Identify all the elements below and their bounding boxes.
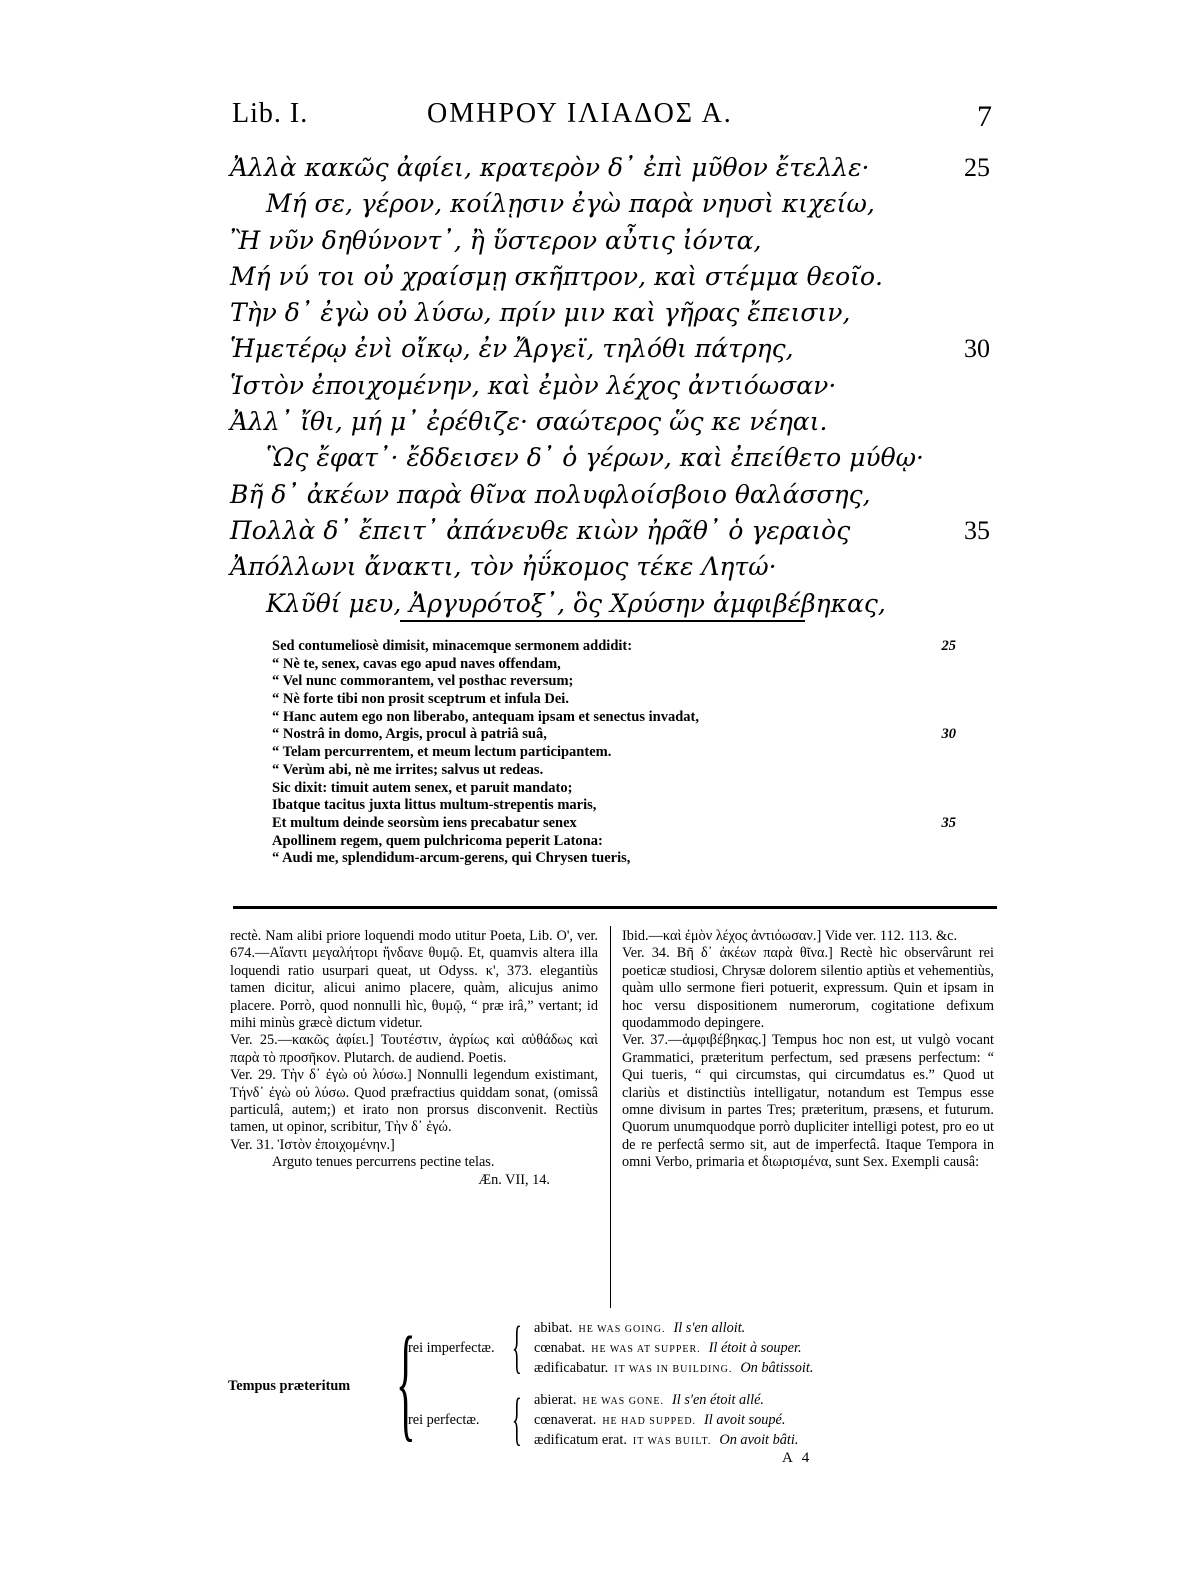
line-number: 35 <box>941 814 956 831</box>
latin-line: Apollinem regem, quem pulchricoma peperit Latona: <box>272 832 603 849</box>
greek-line: Μή σε, γέρον, κοίλῃσιν ἐγὼ παρὰ νηυσὶ κιχείω, <box>266 189 875 219</box>
tense-row: cœnaverat. HE HAD SUPPED. Il avoit soupé. <box>534 1412 786 1428</box>
greek-line: Ἀπόλλωνι ἄνακτι, τὸν ἠΰκομος τέκε Λητώ· <box>230 552 777 582</box>
tense-table-label: Tempus præteritum <box>228 1378 351 1394</box>
latin-line: Ibatque tacitus juxta littus multum-strepentis maris, <box>272 797 597 814</box>
line-number: 30 <box>964 334 990 364</box>
latin-translation <box>272 638 962 868</box>
book-number: Lib. I. <box>232 98 309 129</box>
tense-row: abierat. HE WAS GONE. Il s'en étoit allé. <box>534 1392 765 1408</box>
greek-line: Ὣς ἔφατ᾽· ἔδδεισεν δ᾽ ὁ γέρων, καὶ ἐπείθετο μύθῳ· <box>266 443 924 473</box>
tense-group-label: rei perfectæ. <box>408 1412 480 1428</box>
greek-line: Ἡμετέρῳ ἐνὶ οἴκῳ, ἐν Ἄργεϊ, τηλόθι πάτρης, 30 <box>230 331 990 367</box>
latin-line: “ Verùm abi, nè me irrites; salvus ut redeas. <box>272 761 544 778</box>
greek-line: Τὴν δ᾽ ἐγὼ οὐ λύσω, πρίν μιν καὶ γῆρας ἔπεισιν, <box>230 298 851 328</box>
tense-row: cœnabat. HE WAS AT SUPPER. Il étoit à souper. <box>534 1340 802 1356</box>
line-number: 30 <box>941 726 956 743</box>
brace-icon: { <box>512 1314 522 1379</box>
brace-icon: { <box>512 1386 522 1451</box>
latin-line: “ Telam percurrentem, et meum lectum participantem. <box>272 744 612 761</box>
greek-line: Μή νύ τοι οὐ χραίσμῃ σκῆπτρον, καὶ στέμμα θεοῖο. <box>230 261 883 291</box>
note-paragraph: Ver. 37.—ἀμφιβέβηκας.] Tempus hoc non est, ut vulgò vocant Grammatici, præteritum perfectum, sed præsens perfectum: “ Qui tueris, “ qui circumstas, qui circumdatus es.” Quod ut clariùs et distinctiùs intelligatur, notandum est Tempus esse omne divisum in partes Tres; præteritum, præsens, et futurum. Quorum unumquodque porrò dupliciter intelligi potest, pro eo ut de re perfectâ sermo sit, aut de imperfectâ. Itaque Tempora in omni Verbo, primaria et διωρισμένα, sunt Sex. Exempli causâ: <box>622 1032 994 1171</box>
greek-line: Πολλὰ δ᾽ ἔπειτ᾽ ἀπάνευθε κιὼν ἠρᾶθ᾽ ὁ γεραιὸς 35 <box>230 513 990 549</box>
latin-line: Sic dixit: timuit autem senex, et paruit mandato; <box>272 779 573 796</box>
brace-icon: { <box>396 1311 416 1453</box>
latin-line: “ Nè forte tibi non prosit sceptrum et infula Dei. <box>272 691 569 708</box>
latin-line: Et multum deinde seorsùm iens precabatur senex 35 <box>272 814 956 831</box>
greek-line: Ἱστὸν ἐποιχομένην, καὶ ἐμὸν λέχος ἀντιόωσαν· <box>230 370 837 400</box>
notes-column-right <box>622 928 994 1172</box>
running-header <box>232 98 992 138</box>
latin-line: “ Nostrâ in domo, Argis, procul à patriâ suâ, 30 <box>272 726 956 743</box>
signature-mark: A 4 <box>782 1450 813 1466</box>
line-number: 25 <box>941 638 956 654</box>
latin-line: “ Nè te, senex, cavas ego apud naves offendam, <box>272 655 561 672</box>
divider-rule <box>400 620 805 622</box>
note-paragraph: rectè. Nam alibi priore loquendi modo utitur Poeta, Lib. O', ver. 674.—Αἴαντι μεγαλήτορι ἥνδανε θυμῷ. Et, quamvis altera illa loquendi ratio usurpari queat, ut Odyss. κ', 373. elegantiùs tamen dicitur, alicui animo placere, quàm, alicujus animo placere. Porrò, quod nonnulli hìc, θυμῷ, “ præ irâ,” vertant; id mihi minùs græcè dictum videtur. <box>230 928 598 1032</box>
note-paragraph: Ibid.—καὶ ἐμὸν λέχος ἀντιόωσαν.] Vide ver. 112. 113. &c. <box>622 928 958 944</box>
greek-line: Κλῦθί μευ, Ἀργυρότοξ᾽, ὃς Χρύσην ἀμφιβέβηκας, <box>266 588 886 618</box>
note-paragraph: Ver. 29. Τὴν δ᾽ ἐγὼ οὐ λύσω.] Nonnulli legendum existimant, Τήνδ᾽ ἐγὼ οὐ λύσω. Quod præfractius quiddam sonat, (omissâ particulâ, autem;) et irato non prorsus disconvenit. Rectiùs tamen, ut opinor, scribitur, Τὴν δ᾽ ἐγώ. <box>230 1067 598 1136</box>
greek-text <box>230 150 990 622</box>
notes-column-left <box>230 928 598 1189</box>
tense-row: ædificabatur. IT WAS IN BUILDING. On bâtissoit. <box>534 1360 814 1376</box>
greek-line: Ἀλλὰ κακῶς ἀφίει, κρατερὸν δ᾽ ἐπὶ μῦθον ἔτελλε· 25 <box>230 150 990 186</box>
running-title: ΟΜΗΡΟΥ ΙΛΙΑΔΟΣ Α. <box>427 98 733 129</box>
note-paragraph: Ver. 34. Βῆ δ᾽ ἀκέων παρὰ θῖνα.] Rectè hìc observârunt rei poeticæ studiosi, Chrysæ dolorem silentio aptiùs et vehementiùs, quàm ullo sermone fieri potuerit, expressum. Quin et ipsam in hoc versu dispositionem numerorum, cogitatione defixum quodammodo depingere. <box>622 945 994 1032</box>
note-citation: Æn. VII, 14. <box>478 1171 550 1188</box>
tense-table <box>228 1311 998 1478</box>
note-paragraph: Ver. 25.—κακῶς ἀφίει.] Τουτέστιν, ἀγρίως καὶ αὐθάδως καὶ παρὰ τὸ προσῆκον. Plutarch. de audiend. Poetis. <box>230 1032 598 1066</box>
greek-line: Ἢ νῦν δηθύνοντ᾽, ἢ ὕστερον αὖτις ἰόντα, <box>230 225 762 255</box>
tense-row: abibat. HE WAS GOING. Il s'en alloit. <box>534 1320 746 1336</box>
greek-line: Ἀλλ᾽ ἴθι, μή μ᾽ ἐρέθιζε· σαώτερος ὥς κε νέηαι. <box>230 407 828 437</box>
line-number: 35 <box>964 515 990 545</box>
note-quotation: Arguto tenues percurrens pectine telas. <box>272 1154 495 1171</box>
note-paragraph: Ver. 31. Ἱστὸν ἐποιχομένην.] <box>230 1136 395 1153</box>
page-number: 7 <box>977 100 992 133</box>
latin-line: “ Audi me, splendidum-arcum-gerens, qui Chrysen tueris, <box>272 850 631 867</box>
tense-row: ædificatum erat. IT WAS BUILT. On avoit bâti. <box>534 1432 799 1448</box>
latin-line: “ Vel nunc commorantem, vel posthac reversum; <box>272 673 574 690</box>
line-number: 25 <box>964 153 990 182</box>
latin-line: “ Hanc autem ego non liberabo, antequam ipsam et senectus invadat, <box>272 708 699 725</box>
tense-group-label: rei imperfectæ. <box>408 1340 495 1356</box>
column-divider <box>610 926 611 1308</box>
latin-line: Sed contumeliosè dimisit, minacemque sermonem addidit: 25 <box>272 638 956 654</box>
divider-rule-thick <box>233 906 997 909</box>
greek-line: Βῆ δ᾽ ἀκέων παρὰ θῖνα πολυφλοίσβοιο θαλάσσης, <box>230 479 871 509</box>
